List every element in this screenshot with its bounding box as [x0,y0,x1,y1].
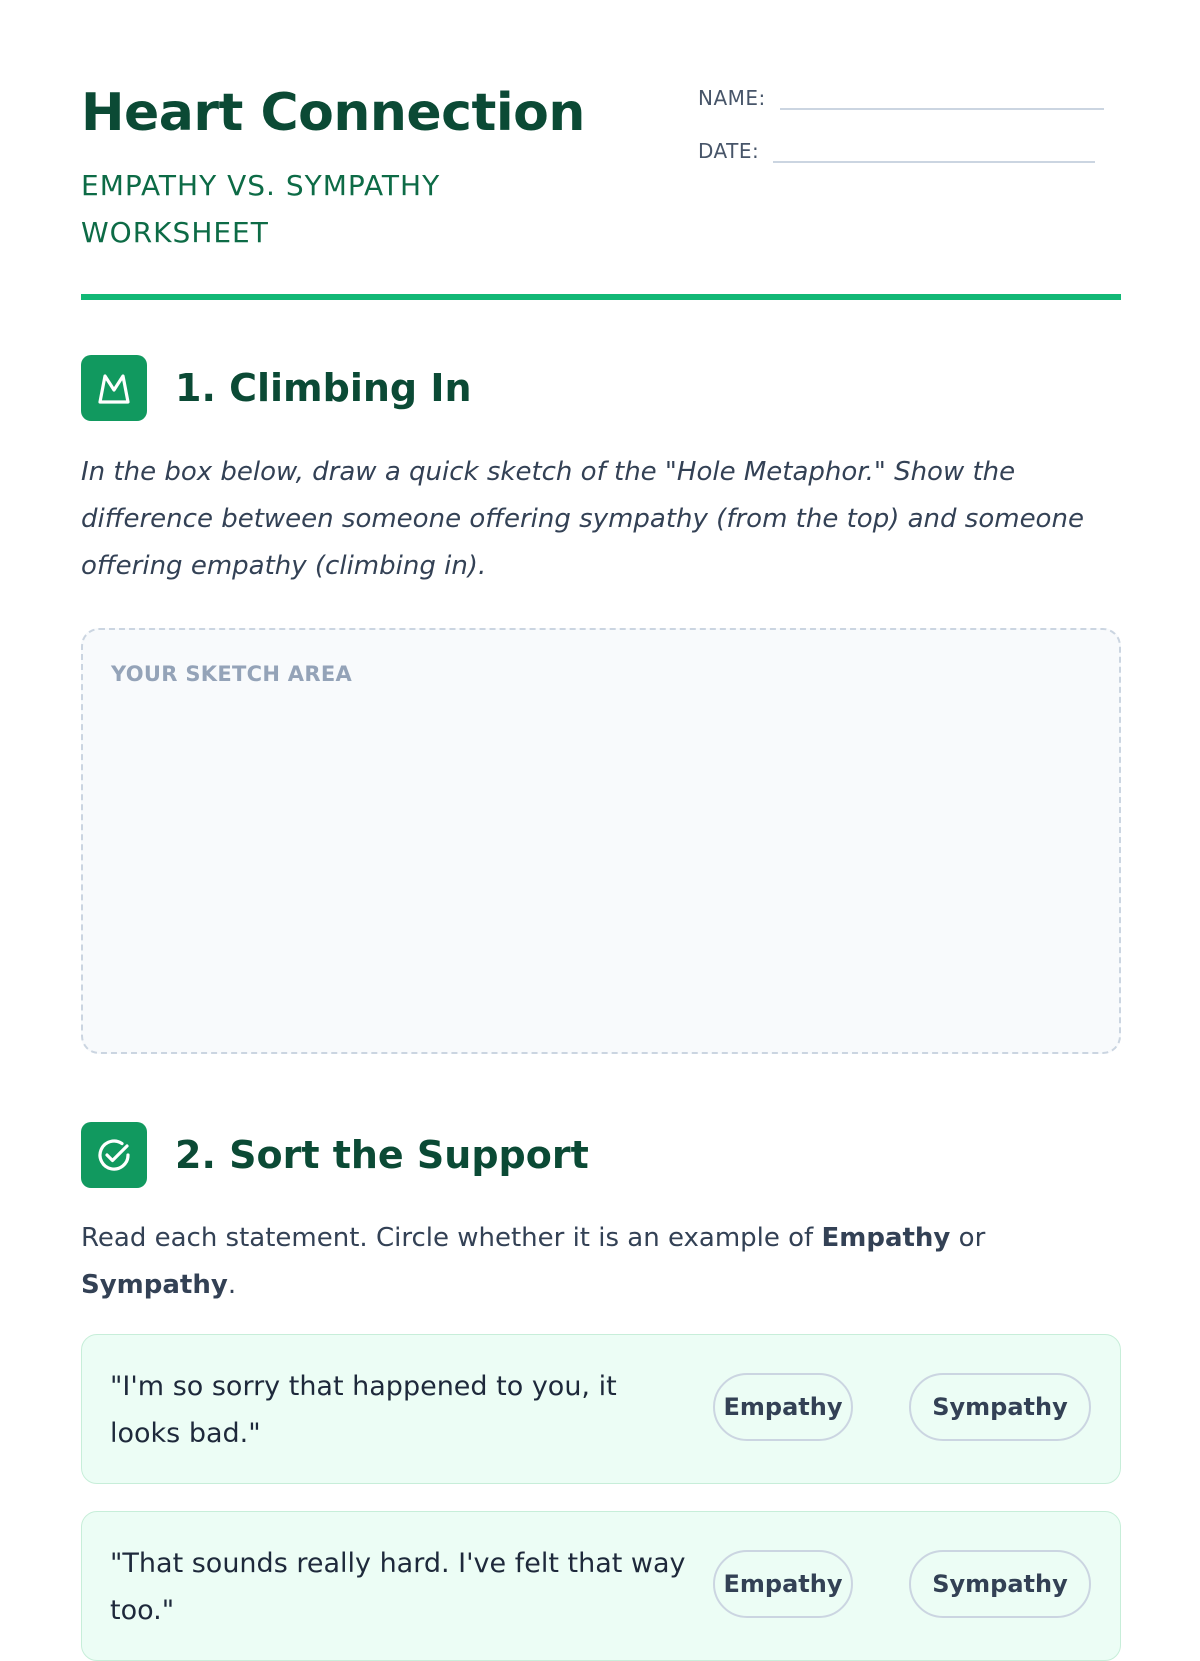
instructions-bold-empathy: Empathy [821,1223,951,1253]
instructions-text: or [950,1223,986,1253]
sketch-area-label: YOUR SKETCH AREA [111,662,353,686]
date-label: DATE: [698,139,760,163]
section1-instructions: In the box below, draw a quick sketch of the "Hole Metaphor." Show the difference between someone offering sympathy (from the top) and someone offering empathy (climbing in). [81,457,1084,581]
statement-card [81,1511,1121,1661]
empathy-option-button[interactable]: Empathy [713,1550,853,1618]
page-title: Heart Connection [81,83,585,143]
statement-text: "That sounds really hard. I've felt that way too." [110,1548,686,1626]
section2-instructions [81,1215,1121,1309]
date-input-line[interactable] [773,141,1095,163]
section-title-sort-support: 2. Sort the Support [175,1133,589,1177]
instructions-text: . [227,1270,237,1300]
statement-text: "I'm so sorry that happened to you, it looks bad." [110,1371,617,1449]
name-input-line[interactable] [780,88,1104,110]
instructions-bold-sympathy: Sympathy [81,1270,228,1300]
date-field [698,139,1095,163]
name-label: NAME: [698,86,766,110]
name-field [698,86,1104,110]
sympathy-option-button[interactable]: Sympathy [909,1373,1091,1441]
instructions-text: Read each statement. Circle whether it is an example of [81,1223,822,1253]
header-divider [81,294,1121,300]
page-subtitle: EMPATHY VS. SYMPATHY WORKSHEET [81,169,441,249]
sympathy-option-button[interactable]: Sympathy [909,1550,1091,1618]
section-climbing-in-header [81,355,472,421]
mountain-icon [81,355,147,421]
sketch-area[interactable] [81,628,1121,1054]
check-circle-icon [81,1122,147,1188]
empathy-option-button[interactable]: Empathy [713,1373,853,1441]
section-title-climbing-in: 1. Climbing In [175,366,472,410]
section-sort-support-header [81,1122,589,1188]
statement-card [81,1334,1121,1484]
